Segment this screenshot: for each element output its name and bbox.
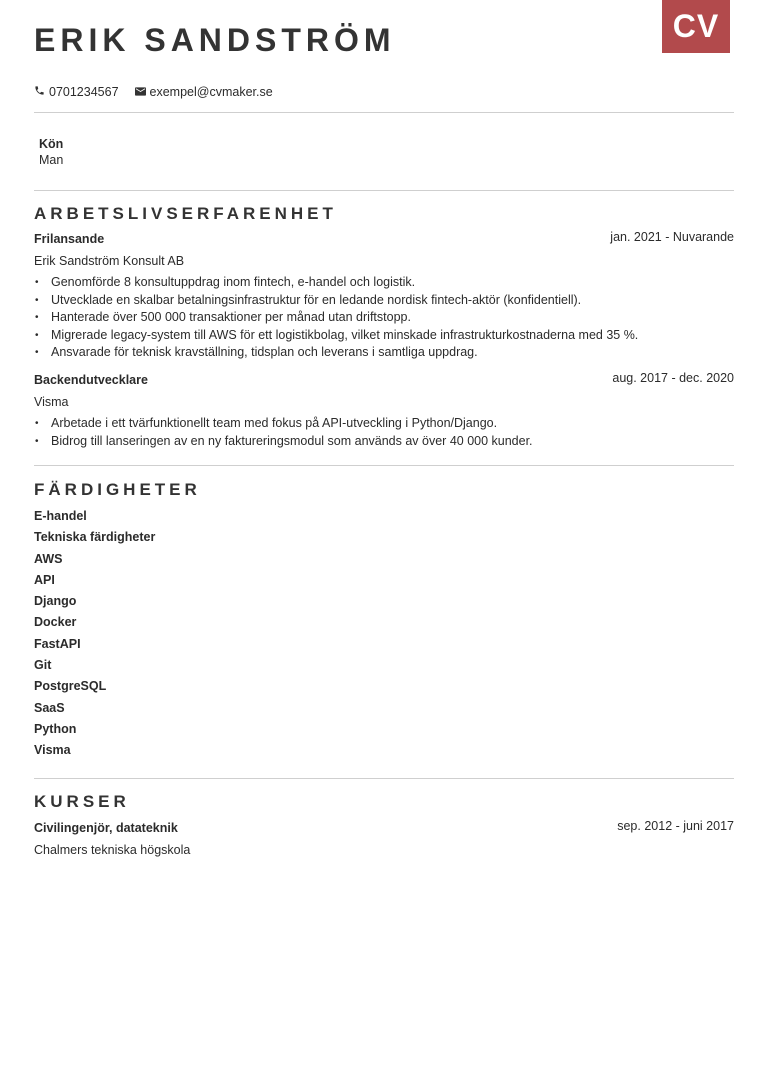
skill-item: AWS (34, 551, 63, 566)
job-bullet: • Migrerade legacy-system till AWS för ett logistikbolag, vilket minskade infrastrukturkostnaderna med 35 %. (51, 327, 734, 345)
skill-item: E-handel (34, 509, 87, 523)
gender-value: Man (39, 153, 64, 167)
cv-logo-badge: CV (662, 0, 730, 53)
phone-number: 0701234567 (49, 85, 119, 99)
divider-personal (34, 190, 734, 191)
skill-item: Django (34, 594, 77, 609)
course-entry (34, 821, 734, 859)
job-title: Frilansande (34, 232, 105, 246)
job-bullet: • Bidrog till lanseringen av en ny faktureringsmodul som används av över 40 000 kunder. (51, 433, 734, 451)
job-bullets (34, 274, 734, 362)
skills-list (34, 508, 155, 764)
divider-experience (34, 465, 734, 466)
skill-item: Visma (34, 743, 71, 758)
section-title-experience: ARBETSLIVSERFARENHET (34, 204, 337, 223)
section-title-skills: FÄRDIGHETER (34, 480, 201, 499)
course-school: Chalmers tekniska högskola (34, 843, 191, 857)
skill-item: PostgreSQL (34, 679, 107, 694)
contact-email (135, 85, 273, 99)
job-bullet: • Hanterade över 500 000 transaktioner per månad utan driftstopp. (51, 309, 734, 327)
job-entry (34, 373, 734, 450)
divider-skills (34, 778, 734, 779)
skill-item: Python (34, 721, 77, 736)
gender-label: Kön (39, 137, 64, 151)
job-company: Visma (34, 395, 69, 409)
job-company: Erik Sandström Konsult AB (34, 254, 185, 268)
email-address: exempel@cvmaker.se (149, 85, 273, 99)
job-title: Backendutvecklare (34, 373, 148, 387)
job-dates: aug. 2017 - dec. 2020 (612, 371, 734, 385)
mail-icon (135, 85, 150, 99)
skill-item: Git (34, 658, 52, 673)
course-dates: sep. 2012 - juni 2017 (617, 819, 734, 833)
section-title-courses: KURSER (34, 792, 130, 811)
job-bullet: • Utvecklade en skalbar betalningsinfrastruktur för en ledande nordisk fintech-aktör (konfidentiell). (51, 292, 734, 310)
job-bullet: • Arbetade i ett tvärfunktionellt team med fokus på API-utveckling i Python/Django. (51, 415, 734, 433)
skill-item: Tekniska färdigheter (34, 530, 156, 545)
job-bullets (34, 415, 734, 450)
gender-field (39, 137, 63, 167)
skill-item: SaaS (34, 700, 65, 715)
skill-item: FastAPI (34, 636, 81, 651)
contact-phone (34, 85, 119, 99)
job-bullet: • Ansvarade för teknisk kravställning, tidsplan och leverans i samtliga uppdrag. (51, 344, 734, 362)
divider-header (34, 112, 734, 113)
course-title: Civilingenjör, datateknik (34, 821, 178, 835)
skill-item: API (34, 572, 55, 587)
phone-icon (34, 85, 49, 99)
contact-info (34, 85, 289, 99)
job-bullet: • Genomförde 8 konsultuppdrag inom fintech, e-handel och logistik. (51, 274, 734, 292)
job-entry (34, 232, 734, 362)
skill-item: Docker (34, 615, 77, 630)
candidate-name: ERIK SANDSTRÖM (34, 22, 396, 58)
job-dates: jan. 2021 - Nuvarande (610, 230, 734, 244)
